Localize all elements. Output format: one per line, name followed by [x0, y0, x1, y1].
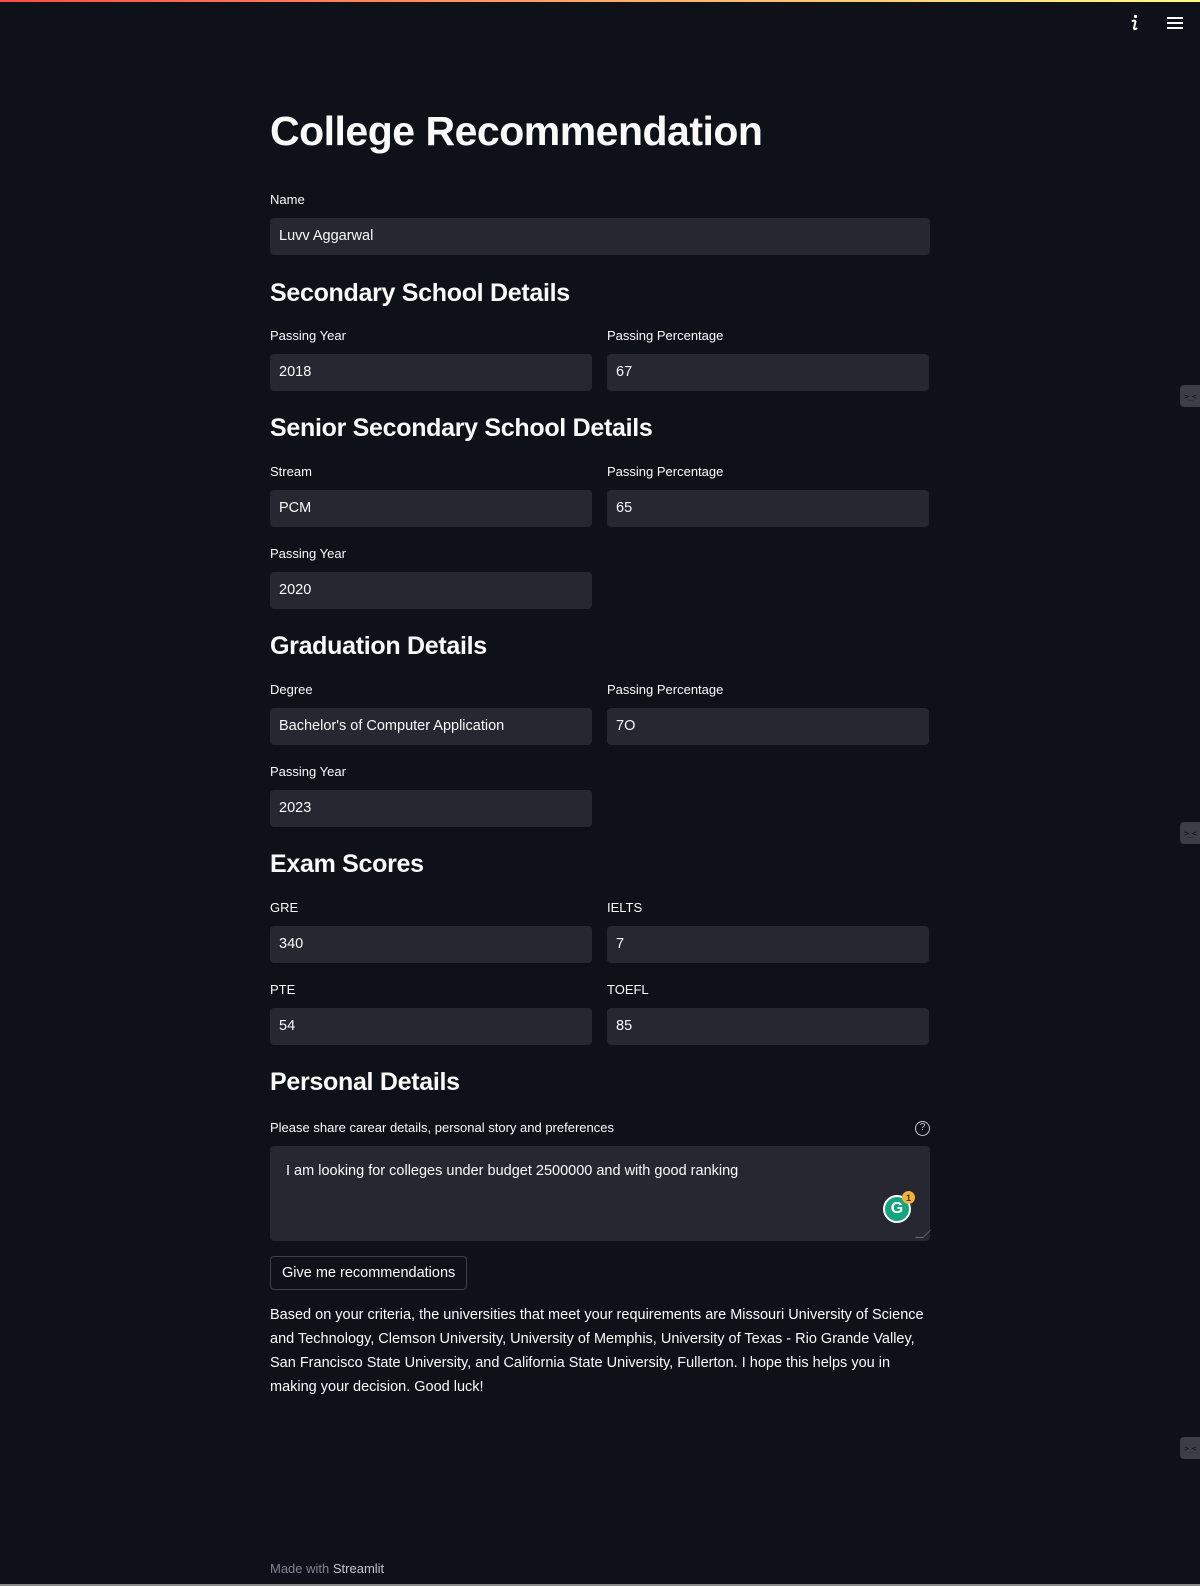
- name-label: Name: [270, 192, 305, 207]
- help-tooltip-icon[interactable]: ?: [915, 1121, 930, 1136]
- senior-passing-percentage-input[interactable]: 65: [607, 490, 929, 527]
- pte-label: PTE: [270, 982, 296, 997]
- toefl-input[interactable]: 85: [607, 1008, 929, 1045]
- main-menu-button[interactable]: [1164, 10, 1186, 36]
- hamburger-menu-icon: [1167, 17, 1183, 29]
- info-button[interactable]: [1124, 10, 1146, 36]
- graduation-passing-year-label: Passing Year: [270, 764, 346, 779]
- senior-passing-percentage-label: Passing Percentage: [607, 464, 724, 479]
- app-toolbar: [1124, 10, 1186, 36]
- secondary-passing-percentage-label: Passing Percentage: [607, 328, 724, 343]
- name-input[interactable]: Luvv Aggarwal: [270, 218, 930, 255]
- footer-prefix: Made with: [270, 1561, 330, 1576]
- senior-secondary-heading: Senior Secondary School Details: [270, 414, 653, 442]
- recommendation-result-text: Based on your criteria, the universities that meet your requirements are Missouri University of Science and Technology, Clemson University, University of Memphis, University of Texas - Rio Grande Valley, San Francisco State University, and California State University, Fullerton. I hope this helps you in making your decision. Good luck!: [270, 1307, 924, 1395]
- graduation-passing-percentage-input[interactable]: 7O: [607, 708, 929, 745]
- personal-details-text: I am looking for colleges under budget 2500000 and with good ranking: [286, 1163, 739, 1179]
- page-title: College Recommendation: [270, 108, 763, 154]
- side-widget-tab-3[interactable]: >_<: [1180, 1437, 1200, 1459]
- stream-input[interactable]: PCM: [270, 490, 592, 527]
- side-widget-tab-2[interactable]: >_<: [1180, 822, 1200, 844]
- senior-passing-year-input[interactable]: 2020: [270, 572, 592, 609]
- senior-passing-year-label: Passing Year: [270, 546, 346, 561]
- secondary-passing-year-input[interactable]: 2018: [270, 354, 592, 391]
- side-widget-tab-1[interactable]: >_<: [1180, 385, 1200, 407]
- info-icon: [1130, 14, 1140, 32]
- textarea-resize-handle[interactable]: [915, 1230, 931, 1238]
- personal-details-heading: Personal Details: [270, 1068, 460, 1096]
- streamlit-link[interactable]: Streamlit: [332, 1561, 385, 1576]
- gre-label: GRE: [270, 900, 299, 915]
- graduation-passing-percentage-label: Passing Percentage: [607, 682, 724, 697]
- ielts-input[interactable]: 7: [607, 926, 929, 963]
- grammarly-button[interactable]: [883, 1192, 911, 1223]
- secondary-school-heading: Secondary School Details: [270, 279, 570, 307]
- graduation-passing-year-input[interactable]: 2023: [270, 790, 592, 827]
- grammarly-suggestion-count: 1: [902, 1191, 915, 1204]
- secondary-passing-year-label: Passing Year: [270, 328, 346, 343]
- personal-details-textarea[interactable]: [270, 1146, 930, 1241]
- graduation-heading: Graduation Details: [270, 632, 487, 660]
- degree-input[interactable]: Bachelor's of Computer Application: [270, 708, 592, 745]
- grammarly-icon: G: [890, 1200, 904, 1217]
- give-recommendations-button[interactable]: Give me recommendations: [270, 1256, 467, 1290]
- gre-input[interactable]: 340: [270, 926, 592, 963]
- exam-scores-heading: Exam Scores: [270, 850, 424, 878]
- degree-label: Degree: [270, 682, 313, 697]
- secondary-passing-percentage-input[interactable]: 67: [607, 354, 929, 391]
- ielts-label: IELTS: [607, 900, 643, 915]
- personal-details-label: Please share carear details, personal story and preferences: [270, 1120, 614, 1135]
- toefl-label: TOEFL: [607, 982, 649, 997]
- pte-input[interactable]: 54: [270, 1008, 592, 1045]
- stream-label: Stream: [270, 464, 312, 479]
- header-decoration-bar: [0, 0, 1200, 2]
- footer: [270, 1561, 384, 1576]
